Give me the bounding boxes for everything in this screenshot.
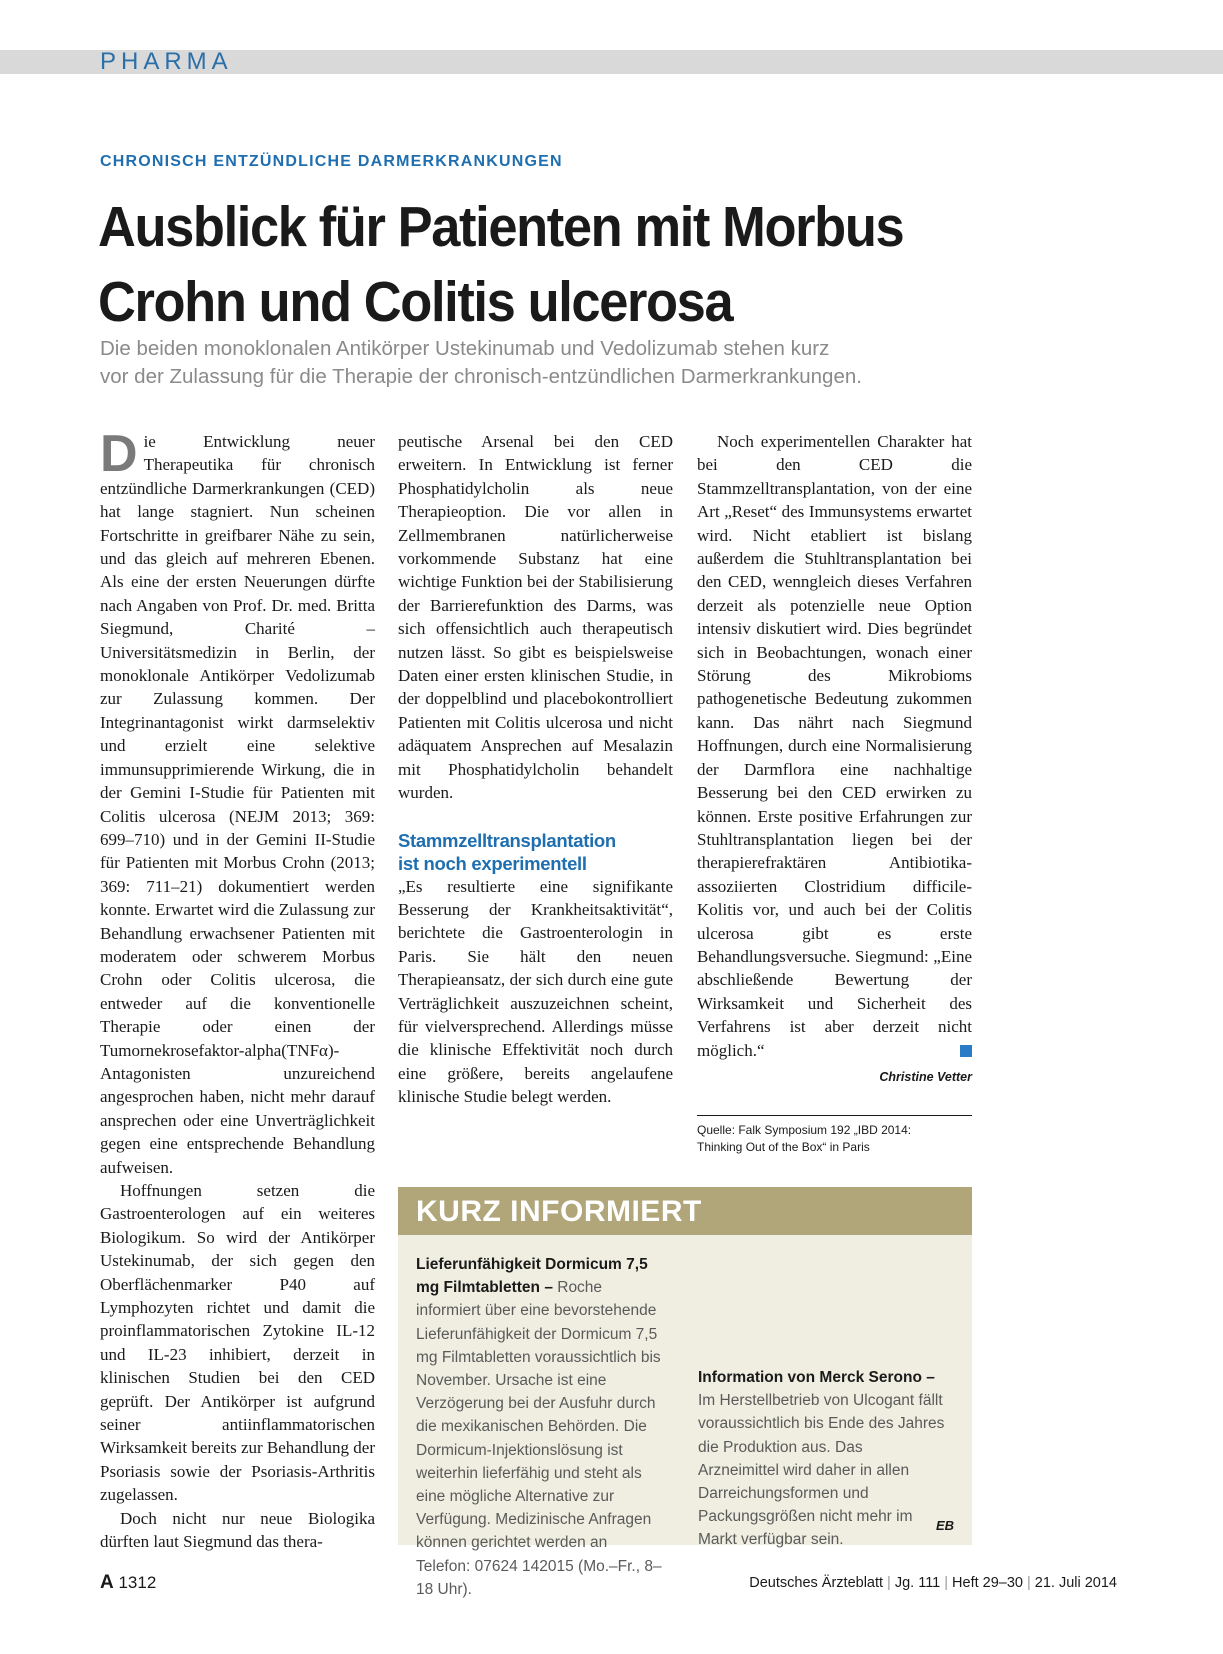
paragraph <box>697 430 972 1062</box>
separator: | <box>944 1575 949 1591</box>
journal-date: 21. Juli 2014 <box>1034 1575 1117 1591</box>
article-lead <box>100 335 980 391</box>
info-box-column-2 <box>698 1253 946 1552</box>
info-box-column-1 <box>416 1253 664 1601</box>
article-headline <box>98 190 1018 340</box>
separator: | <box>1026 1575 1031 1591</box>
paragraph: „Es resultierte eine signifikante Besserung der Krankheitsaktivität“, berichtete die Gastroenterologin in Paris. Sie hält den neuen Therapieansatz, der sich durch eine gute Verträglichkeit auszuzeichnen scheint, für vielversprechend. Allerdings müsse die klinische Effektivität noch durch eine größere, bereits angelaufene klinische Studie belegt werden. <box>398 876 673 1107</box>
page-prefix: A <box>100 1572 114 1593</box>
headline-line-2: Crohn und Colitis ulcerosa <box>98 270 733 334</box>
info-item <box>416 1253 664 1601</box>
info-box-title: KURZ INFORMIERT <box>416 1195 702 1228</box>
info-item-text: Roche informiert über eine bevorstehende Lieferunfähigkeit der Dormicum 7,5 mg Filmtabletten voraussichtlich bis November. Ursache ist eine Verzögerung bei der Ausfuhr durch die mexikanischen Behörden. Die Dormicum-Injektionslösung ist weiterhin lieferfähig und steht als eine mögliche Alternative zur Verfügung. Medizinische Anfragen können gerichtet werden an Telefon: 07624 142015 (Mo.–Fr., 8–18 Uhr). <box>416 1279 662 1598</box>
headline-line-1: Ausblick für Patienten mit Morbus <box>98 195 904 259</box>
section-label: PHARMA <box>100 48 233 75</box>
paragraph: Doch nicht nur neue Biologika dürften laut Siegmund das thera- <box>100 1508 375 1552</box>
paragraph-text: Noch experimentellen Charakter hat bei den CED die Stammzelltransplantation, von der eine Art „Reset“ des Immunsystems erwartet wird. Nicht etabliert ist bislang außerdem die Stuhltransplantation bei den CED, wenngleich dieses Verfahren derzeit als potenzielle neue Option intensiv diskutiert wird. Dies begründet sich in Beobachtungen, wonach einer Störung des Mikrobioms pathogenetische Bedeutung zukommen kann. Das nährt nach Siegmund Hoffnungen, durch eine Normalisierung der Darmflora eine nachhaltige Besserung bei den CED erwirken zu können. Erste positive Erfahrungen zur Stuhltransplantation liegen bei der therapierefraktären Antibiotika-assoziierten Clostridium difficile-Kolitis vor, und auch bei der Colitis ulcerosa gibt es erste Behandlungsversuche. Siegmund: „Eine abschließende Bewertung der Wirksamkeit und Sicherheit des Verfahrens ist aber derzeit nicht möglich.“ <box>697 432 972 1060</box>
lead-line-1: Die beiden monoklonalen Antikörper Ustekinumab und Vedolizumab stehen kurz <box>100 337 830 360</box>
paragraph: peutische Arsenal bei den CED erweitern. In Entwicklung ist ferner Phosphatidylcholin als neue Therapieoption. Die vor allen in Zellmembranen natürlicherweise vorkommende Substanz hat eine wichtige Funktion bei der Stabilisierung der Barrierefunktion des Darms, was sich offensichtlich auch therapeutisch nutzen lässt. So gibt es beispielsweise Daten einer ersten klinischen Studie, in der doppelblind und placebokontrolliert Patienten mit Colitis ulcerosa und nicht adäquatem Ansprechen auf Mesalazin mit Phosphatidylcholin behandelt wurden. <box>398 432 673 803</box>
info-item-text: Im Herstellbetrieb von Ulcogant fällt voraussichtlich bis Ende des Jahres die Produktion aus. Das Arzneimittel wird daher in allen Darreichungsformen und Packungsgrößen nicht mehr im Markt verfügbar sein. <box>698 1392 945 1549</box>
page-number-value: 1312 <box>118 1573 157 1592</box>
author-name: Christine Vetter <box>879 1069 972 1084</box>
info-box-header <box>398 1187 972 1235</box>
article-column-3 <box>697 430 972 1089</box>
separator: | <box>887 1575 891 1591</box>
paragraph: Hoffnungen setzen die Gastroenterologen auf ein weiteres Biologikum. So wird der Antikörper Ustekinumab, der sich gegen den Oberflächenmarker P40 auf Lymphozyten richtet und damit die proinflammatorischen Zytokine IL-12 und IL-23 inhibiert, derzeit in klinischen Studien bei den CED geprüft. Der Antikörper ist aufgrund seiner antiinflammatorischen Wirksamkeit bereits zur Behandlung der Psoriasis sowie der Psoriasis-Arthritis zugelassen. <box>100 1181 376 1505</box>
drop-cap: D <box>100 425 138 483</box>
source-note <box>697 1115 972 1156</box>
info-item <box>698 1366 946 1552</box>
paragraph-text: ie Entwicklung neuer Therapeutika für chronisch entzündliche Darmerkrankungen (CED) hat lange stagniert. Nun scheinen Fortschritte in greifbarer Nähe zu sein, und das gleich auf mehreren Ebenen. Als eine der ersten Neuerungen dürfte nach Angaben von Prof. Dr. med. Britta Siegmund, Charité – Universitätsmedizin in Berlin, der monoklonale Antikörper Vedolizumab zur Zulassung kommen. Der Integrinantagonist wirkt darmselektiv und erzielt eine selektive immunsupprimierende Wirkung, die in der Gemini I-Studie für Patienten mit Colitis ulcerosa (NEJM 2013; 369: 699–710) und in der Gemini II-Studie für Patienten mit Morbus Crohn (2013; 369: 711–21) dokumentiert werden konnte. Erwartet wird die Zulassung zur Behandlung erwachsener Patienten mit moderatem oder schwerem Morbus Crohn oder Colitis ulcerosa, die entweder auf die konventionelle Therapie oder einen der Tumornekrosefaktor-alpha(TNFα)-Antagonisten unzureichend angesprochen haben, nicht mehr darauf ansprechen oder eine Unverträglichkeit gegen eine entsprechende Behandlung aufweisen. <box>100 432 375 1177</box>
source-line-1: Quelle: Falk Symposium 192 „IBD 2014: <box>697 1123 912 1137</box>
journal-name: Deutsches Ärzteblatt <box>749 1575 884 1591</box>
lead-line-2: vor der Zulassung für die Therapie der chronisch-entzündlichen Darmerkrankungen. <box>100 365 862 388</box>
subheading <box>398 829 673 875</box>
article-column-1 <box>100 425 376 1554</box>
article-kicker: CHRONISCH ENTZÜNDLICHE DARMERKRANKUNGEN <box>100 153 563 170</box>
article-column-2 <box>398 430 673 1109</box>
journal-volume: Jg. 111 <box>894 1575 941 1591</box>
info-item-title: Lieferunfähigkeit Dormicum 7,5 mg Filmtabletten – <box>416 1256 648 1297</box>
page-number <box>100 1572 156 1594</box>
subheading-line-2: ist noch experimentell <box>398 852 587 874</box>
info-box-initials: EB <box>935 1518 954 1533</box>
subheading-line-1: Stammzelltransplantation <box>398 829 616 851</box>
footer-citation <box>749 1575 1117 1591</box>
source-line-2: Thinking Out of the Box“ in Paris <box>697 1140 870 1154</box>
info-item-title: Information von Merck Serono – <box>698 1369 935 1386</box>
paragraph <box>100 425 375 1179</box>
end-mark-icon <box>960 1045 972 1057</box>
journal-issue: Heft 29–30 <box>952 1575 1023 1591</box>
